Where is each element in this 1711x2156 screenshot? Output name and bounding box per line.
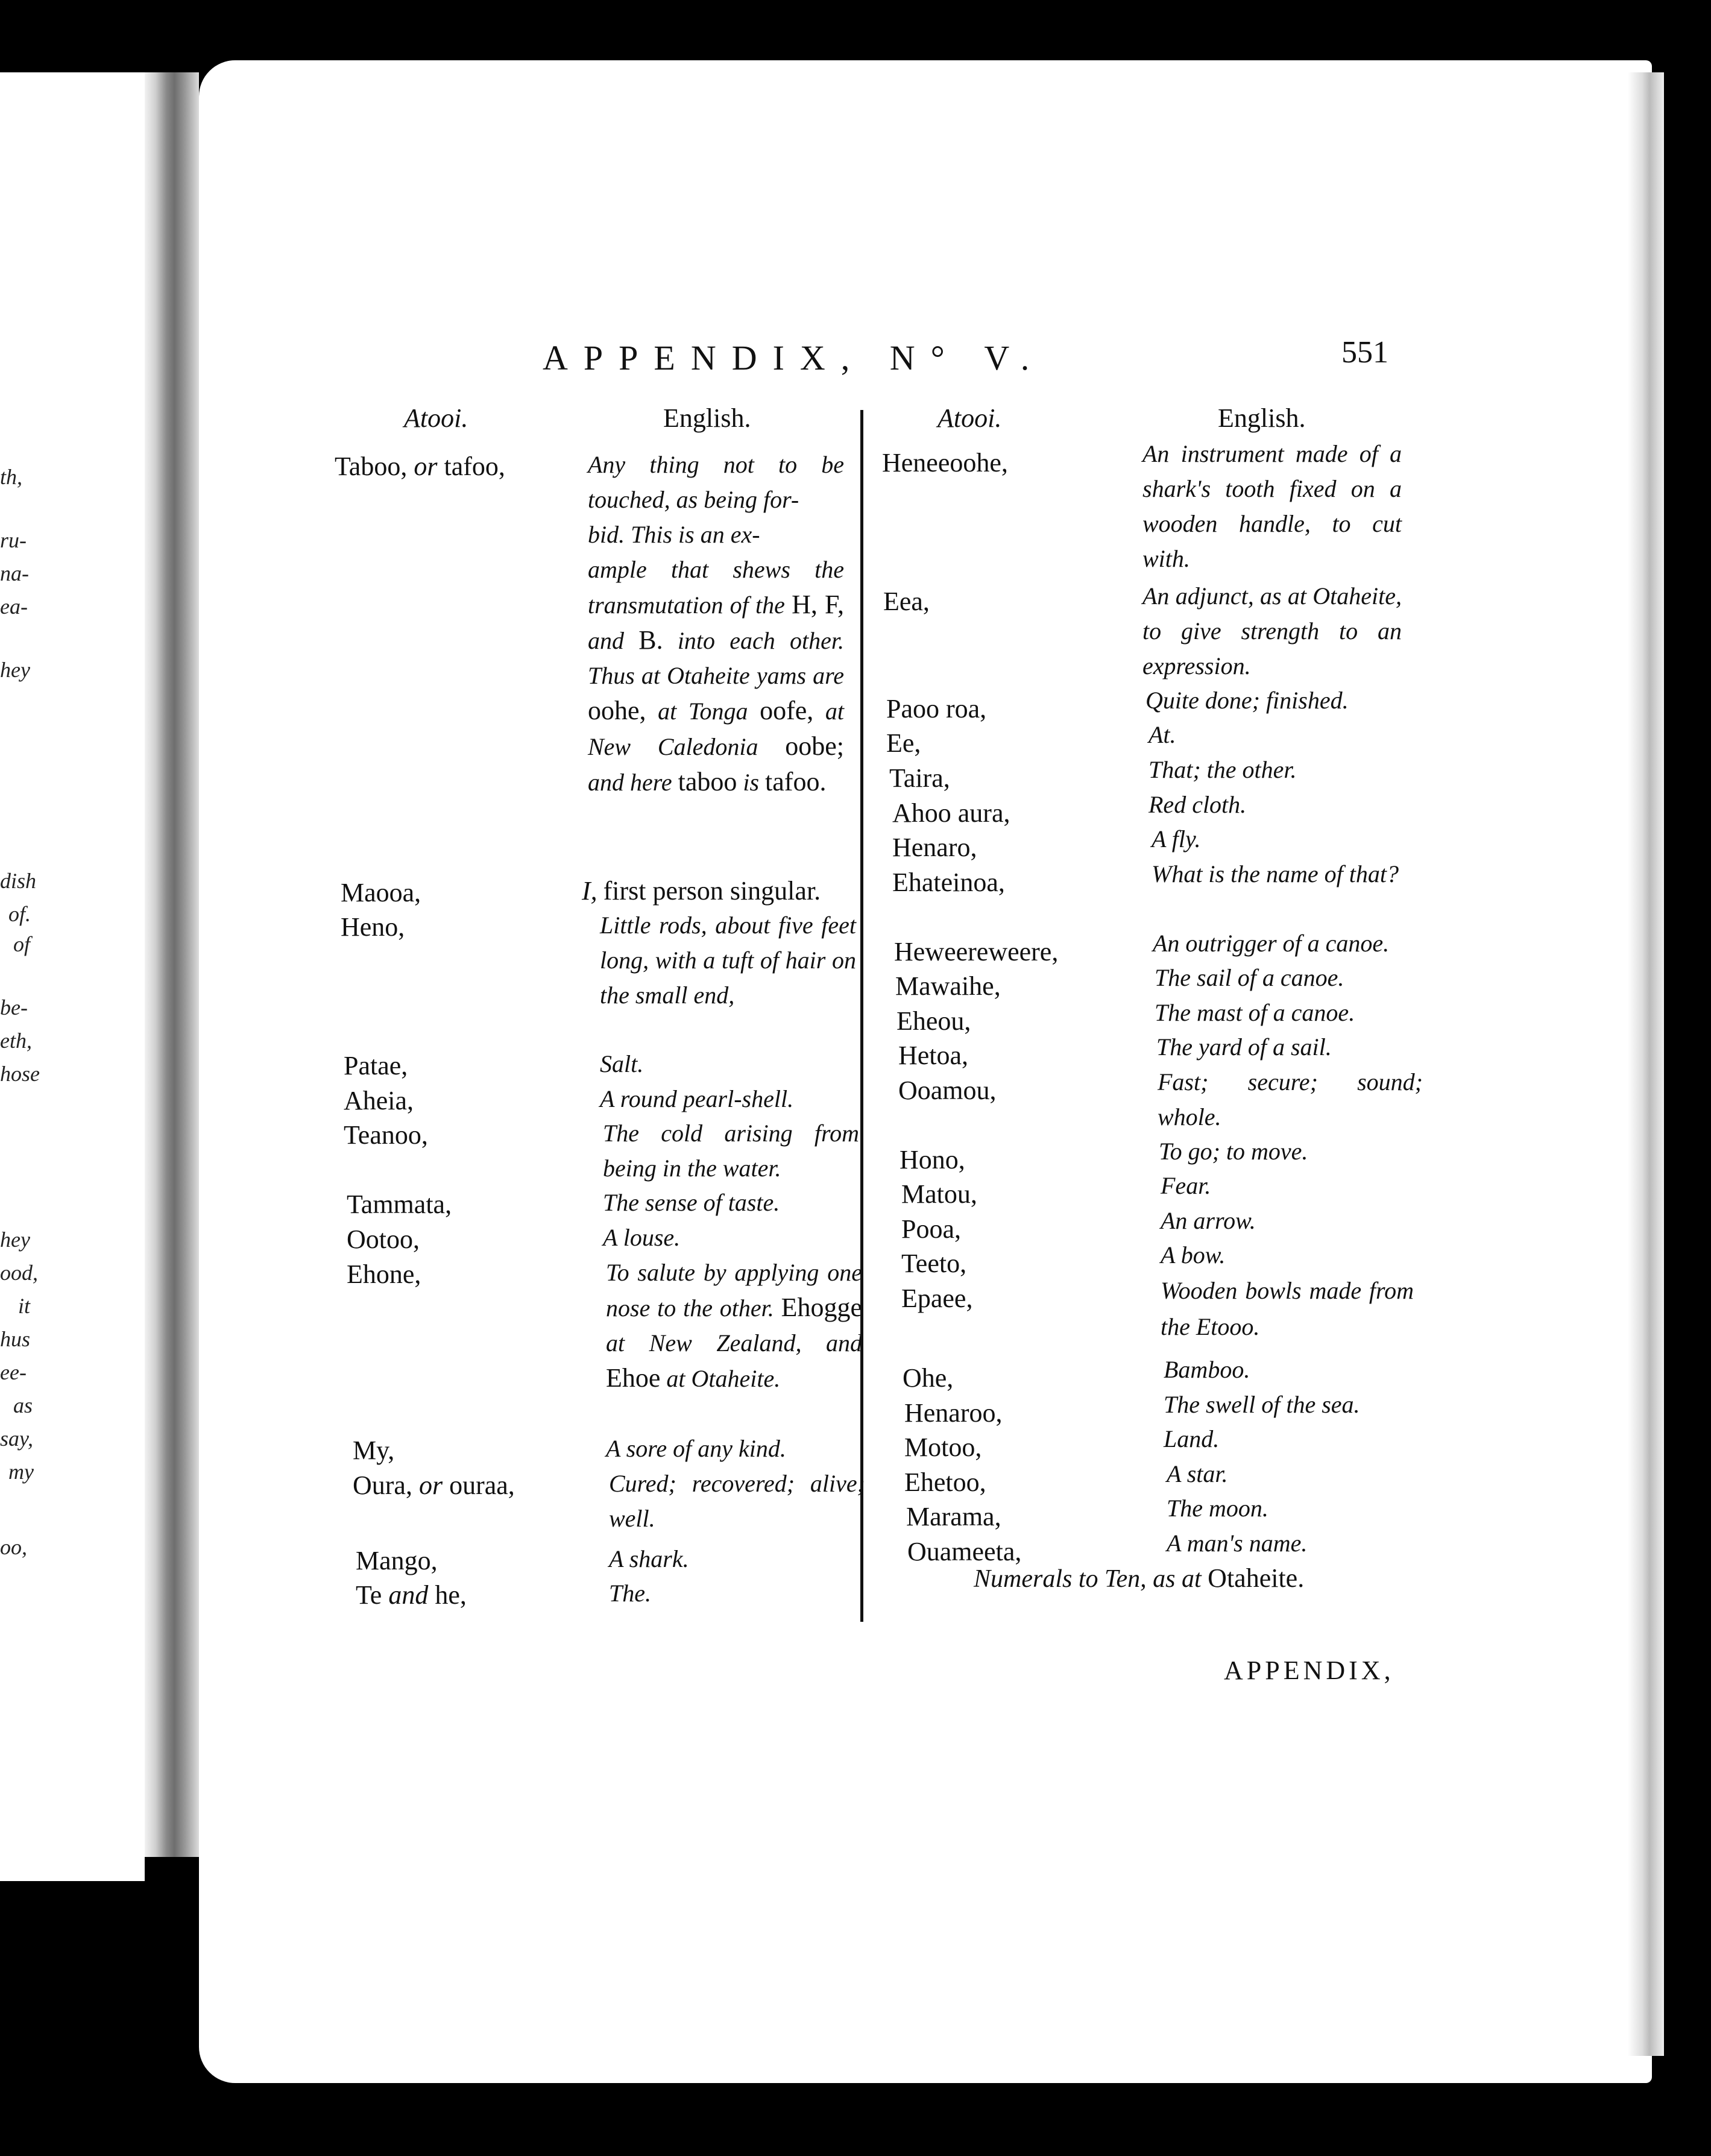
- numerals-place: Otaheite.: [1208, 1563, 1305, 1593]
- entry-word: Epaee,: [901, 1284, 973, 1313]
- entry-word: Paoo roa,: [886, 694, 987, 723]
- entry-word: Patae,: [344, 1051, 408, 1080]
- left-page-edge: [0, 72, 145, 1881]
- column-head-native-right: Atooi.: [937, 403, 1002, 433]
- entry-gloss: Quite done; finished.: [1145, 687, 1349, 714]
- entry-word: Henaroo,: [904, 1398, 1003, 1428]
- entry-gloss: At.: [1149, 721, 1176, 748]
- entry-gloss: The yard of a sail.: [1156, 1033, 1332, 1061]
- entry-gloss: The cold arising from being in the water.: [603, 1120, 859, 1182]
- left-page-fragment: be-: [0, 995, 28, 1020]
- entry-word: Ehateinoa,: [892, 868, 1005, 897]
- entry-gloss: Red cloth.: [1149, 791, 1247, 818]
- entry-gloss: A round pearl-shell.: [600, 1085, 794, 1112]
- entry-word: Mango,: [356, 1546, 438, 1575]
- entry-gloss: I, first person singular.: [582, 876, 821, 906]
- entry-gloss: An instrument made of a shark's tooth fixed on a wooden handle, to cut with.: [1142, 440, 1402, 572]
- left-page-fragment: ru-: [0, 528, 27, 552]
- column-head-native-left: Atooi.: [404, 403, 468, 433]
- entry-word: Maooa,: [341, 878, 421, 907]
- left-page-fragment: na-: [0, 561, 29, 585]
- entry-word: Heneeoohe,: [882, 448, 1008, 478]
- entry-word: Eheou,: [896, 1006, 971, 1036]
- entry-gloss: An outrigger of a canoe.: [1153, 930, 1390, 957]
- entry-gloss: A fly.: [1152, 825, 1201, 853]
- numerals-note: [974, 1563, 1304, 1593]
- left-page-fragment: as: [13, 1393, 33, 1417]
- entry-word: Oura, or ouraa,: [353, 1470, 515, 1500]
- column-head-english-right: English.: [1218, 403, 1306, 433]
- entry-word: Taboo, or tafoo,: [335, 452, 505, 481]
- column-head-english-left: English.: [663, 403, 751, 433]
- entry-gloss: A sore of any kind.: [606, 1435, 786, 1462]
- entry-word: Ootoo,: [347, 1225, 420, 1254]
- left-page-fragment: of: [13, 932, 31, 956]
- entry-word: Hetoa,: [898, 1041, 969, 1070]
- left-page-fragment: my: [8, 1460, 34, 1484]
- left-page-fragment: hey: [0, 1228, 30, 1252]
- entry-word: Ouameeta,: [907, 1537, 1022, 1566]
- entry-word: Tammata,: [347, 1190, 452, 1219]
- entry-word: My,: [353, 1436, 395, 1465]
- entry-gloss: The swell of the sea.: [1164, 1391, 1360, 1418]
- entry-gloss: To go; to move.: [1159, 1138, 1308, 1165]
- entry-word: Henaro,: [892, 833, 977, 862]
- entry-gloss: Fast; secure; sound; whole.: [1158, 1068, 1423, 1130]
- entry-word: Ooamou,: [898, 1076, 997, 1105]
- book-spine: [145, 72, 199, 1857]
- entry-gloss: A shark.: [609, 1545, 689, 1572]
- entry-word: Eea,: [883, 587, 930, 616]
- entry-word: Aheia,: [344, 1086, 414, 1115]
- entry-gloss: A bow.: [1161, 1241, 1226, 1269]
- entry-gloss: A louse.: [603, 1224, 681, 1251]
- left-page-fragment: eth,: [0, 1029, 32, 1053]
- entry-word: Marama,: [906, 1502, 1001, 1531]
- entry-gloss: An adjunct, as at Otaheite, to give strength to an expression.: [1142, 582, 1402, 679]
- running-head: APPENDIX, N° V.: [543, 338, 1045, 377]
- left-page-fragment: of.: [8, 902, 31, 926]
- entry-gloss: Salt.: [600, 1050, 644, 1077]
- entry-gloss: That; the other.: [1149, 756, 1297, 783]
- entry-gloss: Little rods, about five feet long, with a tuft of hair on the small end,: [600, 912, 856, 1009]
- entry-word: Taira,: [889, 763, 950, 793]
- entry-gloss: Wooden bowls made from the Etooo.: [1161, 1277, 1414, 1340]
- entry-gloss: The.: [609, 1580, 651, 1607]
- entry-gloss: What is the name of that?: [1152, 860, 1399, 887]
- left-page-fragment: hose: [0, 1062, 40, 1086]
- entry-gloss: The sail of a canoe.: [1155, 964, 1344, 991]
- left-page-fragment: hey: [0, 658, 30, 682]
- entry-word: Ee,: [886, 728, 921, 758]
- entry-word: Ehone,: [347, 1259, 421, 1289]
- column-divider: [860, 410, 863, 1622]
- page-number: 551: [1341, 335, 1388, 370]
- entry-gloss: Bamboo.: [1164, 1356, 1250, 1383]
- entry-gloss: Cured; recovered; alive; well.: [609, 1470, 865, 1532]
- entry-gloss: A star.: [1167, 1460, 1228, 1487]
- left-page-fragment: oo,: [0, 1535, 27, 1559]
- entry-gloss: To salute by applying one nose to the other. Ehogge at New Zealand, and Ehoe at Otaheite.: [606, 1259, 862, 1393]
- left-page-fragment: dish: [0, 869, 37, 893]
- left-page-fragment: it: [18, 1294, 31, 1318]
- entry-word: Teeto,: [901, 1249, 967, 1278]
- left-page-fragment: ee-: [0, 1360, 27, 1384]
- entry-gloss: The sense of taste.: [603, 1189, 780, 1216]
- entry-word: Pooa,: [901, 1214, 961, 1244]
- entry-word: Ohe,: [903, 1363, 954, 1393]
- left-page-fragment: hus: [0, 1327, 31, 1351]
- entry-word: Ehetoo,: [904, 1467, 986, 1497]
- entry-gloss: The mast of a canoe.: [1155, 999, 1355, 1026]
- entry-word: Teanoo,: [344, 1120, 428, 1150]
- left-page-fragment: ea-: [0, 594, 28, 619]
- entry-word: Heno,: [341, 912, 405, 942]
- entry-gloss: Land.: [1164, 1425, 1220, 1452]
- catchword: APPENDIX,: [1224, 1656, 1394, 1685]
- entry-word: Matou,: [901, 1179, 977, 1209]
- entry-word: Mawaihe,: [895, 971, 1001, 1001]
- entry-word: Motoo,: [904, 1433, 982, 1462]
- entry-gloss: Any thing not to be touched, as being for- bid. This is an ex- ample that shews the transmutation of the H, F, and B. into each other. Thus at Otaheite yams are oohe, at Tonga oofe, at New Caledonia oobe; and here taboo is tafoo.: [588, 451, 845, 796]
- entry-word: Ahoo aura,: [892, 798, 1010, 828]
- entry-gloss: An arrow.: [1161, 1207, 1256, 1234]
- entry-gloss: A man's name.: [1167, 1530, 1308, 1557]
- left-page-fragment: ood,: [0, 1261, 38, 1285]
- entry-word: Te and he,: [356, 1580, 467, 1610]
- entry-gloss: The moon.: [1167, 1495, 1268, 1522]
- page-edge: [1628, 72, 1664, 2056]
- numerals-text: Numerals to Ten, as at: [974, 1565, 1202, 1593]
- entry-word: Hono,: [900, 1145, 965, 1174]
- left-page-fragment: th,: [0, 465, 23, 489]
- left-page-fragment: say,: [0, 1426, 34, 1451]
- entry-word: Heweereweere,: [894, 937, 1059, 966]
- entry-gloss: Fear.: [1161, 1172, 1211, 1199]
